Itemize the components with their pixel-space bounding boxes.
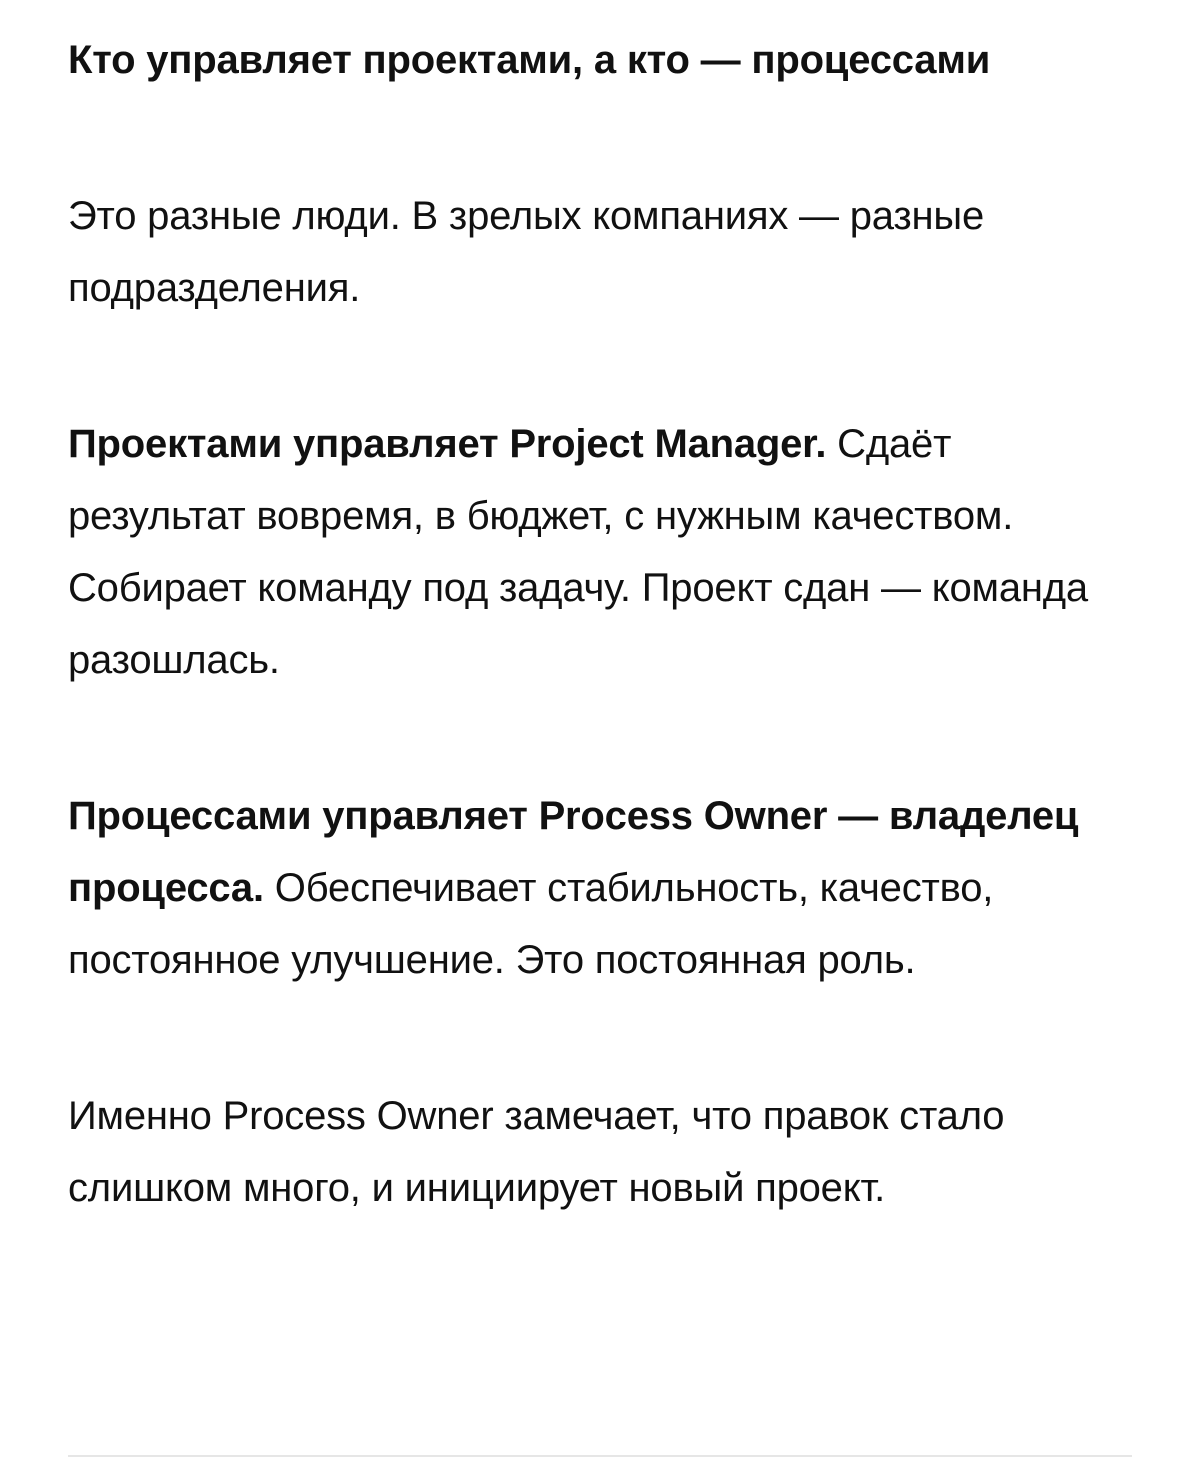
paragraph-conclusion: Именно Process Owner замечает, что правок стало слишком много, и инициирует новый проект. — [68, 1094, 1005, 1210]
paragraph-intro: Это разные люди. В зрелых компаниях — разные подразделения. — [68, 194, 985, 310]
paragraph-process-owner-text: Обеспечивает стабильность, качество, постоянное улучшение. Это постоянная роль. — [68, 866, 994, 982]
article-body — [68, 24, 1132, 1224]
paragraph-process-owner — [68, 780, 1132, 996]
paragraph-process-owner-lead: Процессами управляет Process Owner — владелец процесса. — [68, 794, 1079, 910]
section-heading: Кто управляет проектами, а кто — процессами — [68, 38, 991, 82]
bottom-divider — [68, 1455, 1132, 1457]
paragraph-project-manager-text: Сдаёт результат вовремя, в бюджет, с нужным качеством. Собирает команду под задачу. Проект сдан — команда разошлась. — [68, 422, 1088, 682]
paragraph-project-manager — [68, 408, 1132, 696]
paragraph-project-manager-lead: Проектами управляет Project Manager. — [68, 422, 827, 466]
